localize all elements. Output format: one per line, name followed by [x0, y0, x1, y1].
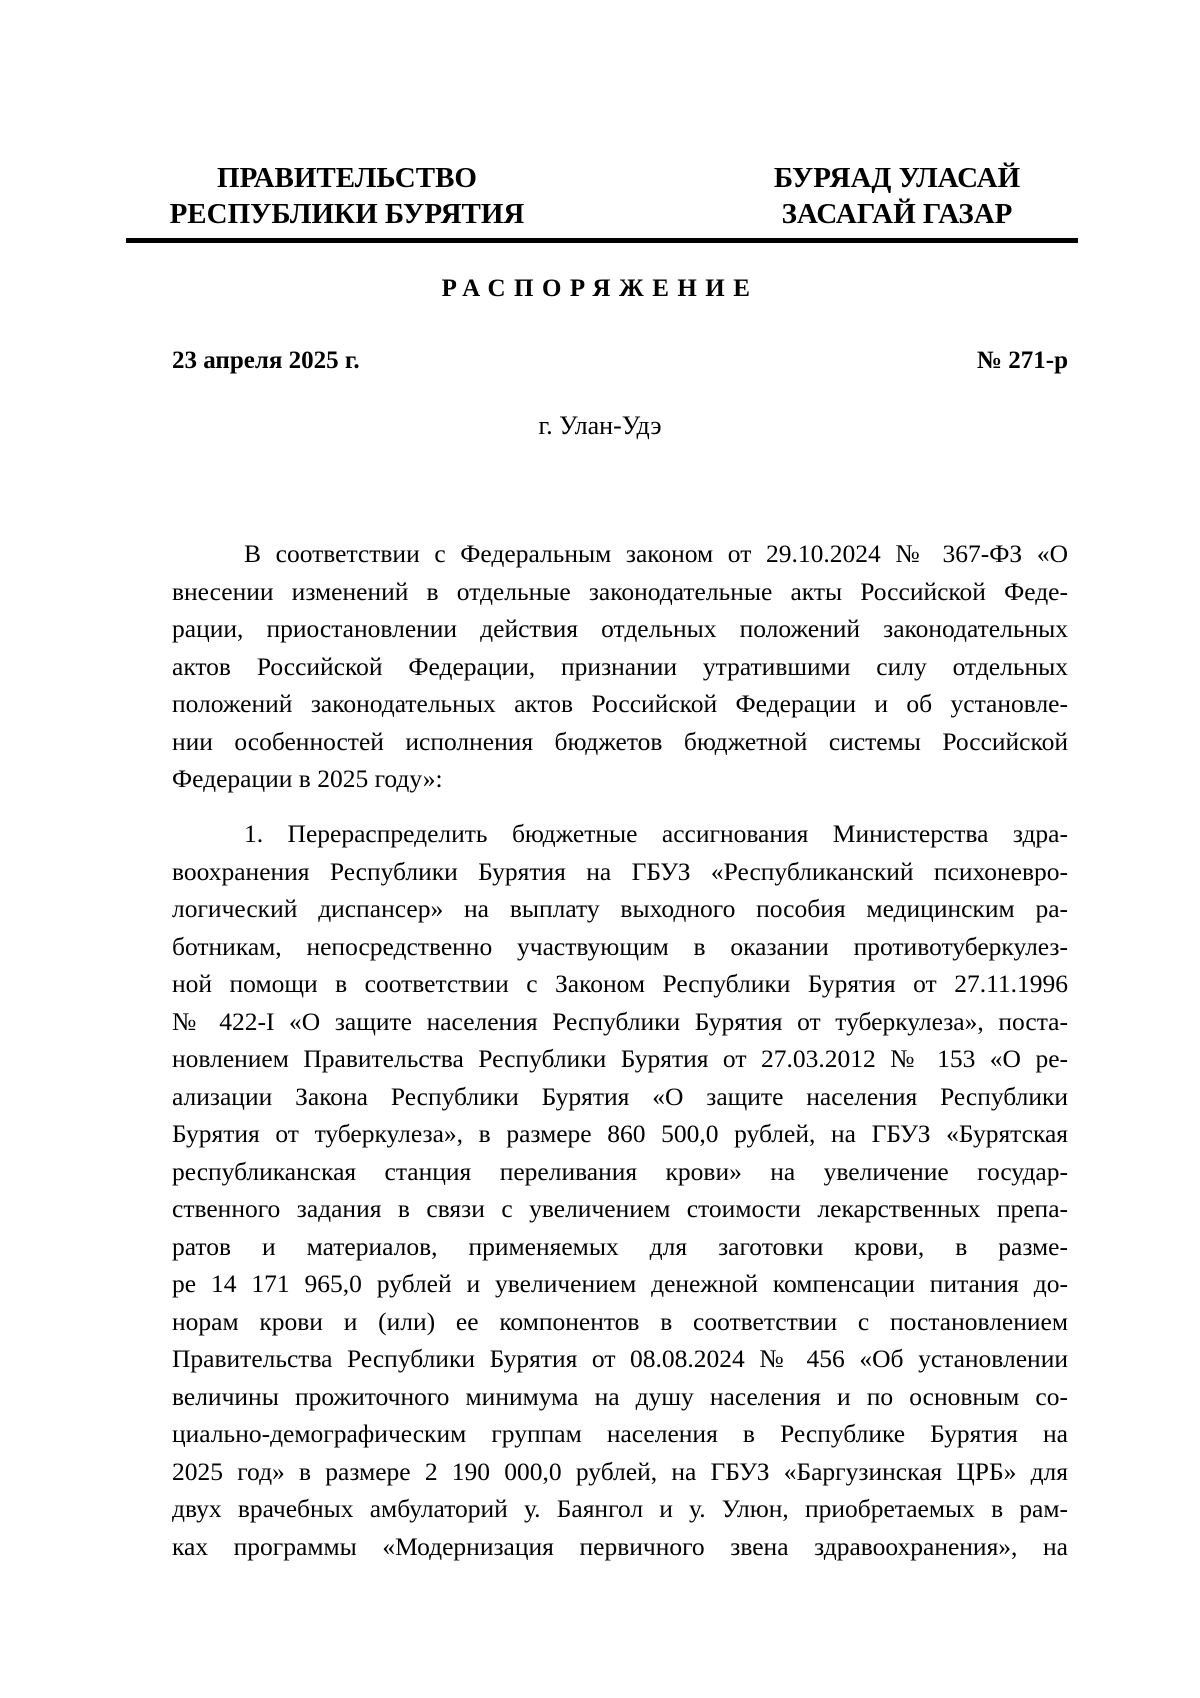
text-line: логический диспансер» на выплату выходного пособия медицинским ра- — [172, 894, 1068, 923]
text-line: двух врачебных амбулаторий у. Баянгол и у. Улюн, приобретаемых в рам- — [172, 1494, 1068, 1523]
document-date: 23 апреля 2025 г. — [172, 347, 360, 374]
text-line: циально-демографическим группам населения в Республике Бурятия на — [172, 1419, 1068, 1448]
text-line: актов Российской Федерации, признании утратившими силу отдельных — [172, 651, 1068, 681]
text-line: республиканская станция переливания крови» на увеличение государ- — [172, 1156, 1068, 1186]
text-line: ках программы «Модернизация первичного звена здравоохранения», на — [172, 1531, 1068, 1561]
text-line: норам крови и (или) ее компонентов в соответствии с постановлением — [172, 1306, 1068, 1336]
preamble-paragraph — [172, 535, 1068, 798]
text-line: 1. Перераспределить бюджетные ассигнования Министерства здра- — [244, 819, 1068, 848]
text-line: В соответствии с Федеральным законом от 29.10.2024 № 367-ФЗ «О — [244, 539, 1068, 568]
text-line: внесении изменений в отдельные законодательные акты Российской Феде- — [172, 576, 1068, 606]
text-line: ботникам, непосредственно участвующим в оказании противотуберкулез- — [172, 931, 1068, 961]
document-place: г. Улан-Удэ — [538, 411, 662, 440]
issuer-name-buryat — [752, 160, 1042, 232]
document-number: № 271-р — [976, 347, 1068, 374]
text-line: № 422-I «О защите населения Республики Бурятия от туберкулеза», поста- — [172, 1006, 1068, 1036]
issuer-line: БУРЯАД УЛАСАЙ — [773, 162, 1021, 194]
text-line: ре 14 171 965,0 рублей и увеличением денежной компенсации питания до- — [172, 1269, 1068, 1298]
text-line: ратов и материалов, применяемых для заготовки крови, в разме- — [172, 1231, 1068, 1261]
issuer-line: ЗАСАГАЙ ГАЗАР — [781, 198, 1013, 230]
text-line: Правительства Республики Бурятия от 08.08.2024 № 456 «Об установлении — [172, 1344, 1068, 1373]
text-line: Федерации в 2025 году»: — [172, 764, 443, 793]
text-line: новлением Правительства Республики Бурятия от 27.03.2012 № 153 «О ре- — [172, 1044, 1068, 1073]
text-line: 2025 год» в размере 2 190 000,0 рублей, на ГБУЗ «Баргузинская ЦРБ» для — [172, 1456, 1068, 1486]
text-line: нии особенностей исполнения бюджетов бюджетной системы Российской — [172, 726, 1068, 756]
text-line: положений законодательных актов Российской Федерации и об установле- — [172, 689, 1068, 718]
header-divider — [126, 238, 1078, 243]
text-line: рации, приостановлении действия отдельных положений законодательных — [172, 614, 1068, 643]
text-line: ализации Закона Республики Бурятия «О защите населения Республики — [172, 1081, 1068, 1111]
text-line: воохранения Республики Бурятия на ГБУЗ «Республиканский психоневро- — [172, 856, 1068, 886]
document-type-title: РАСПОРЯЖЕНИЕ — [441, 275, 759, 302]
issuer-line: РЕСПУБЛИКИ БУРЯТИЯ — [169, 198, 525, 230]
text-line: Бурятия от туберкулеза», в размере 860 500,0 рублей, на ГБУЗ «Бурятская — [172, 1119, 1068, 1148]
text-line: величины прожиточного минимума на душу населения и по основным со- — [172, 1381, 1068, 1411]
issuer-name-russian — [160, 160, 534, 232]
text-line: ной помощи в соответствии с Законом Республики Бурятия от 27.11.1996 — [172, 969, 1068, 998]
text-line: ственного задания в связи с увеличением стоимости лекарственных препа- — [172, 1194, 1068, 1223]
issuer-line: ПРАВИТЕЛЬСТВО — [217, 162, 477, 194]
clause-1-paragraph — [172, 815, 1068, 1565]
